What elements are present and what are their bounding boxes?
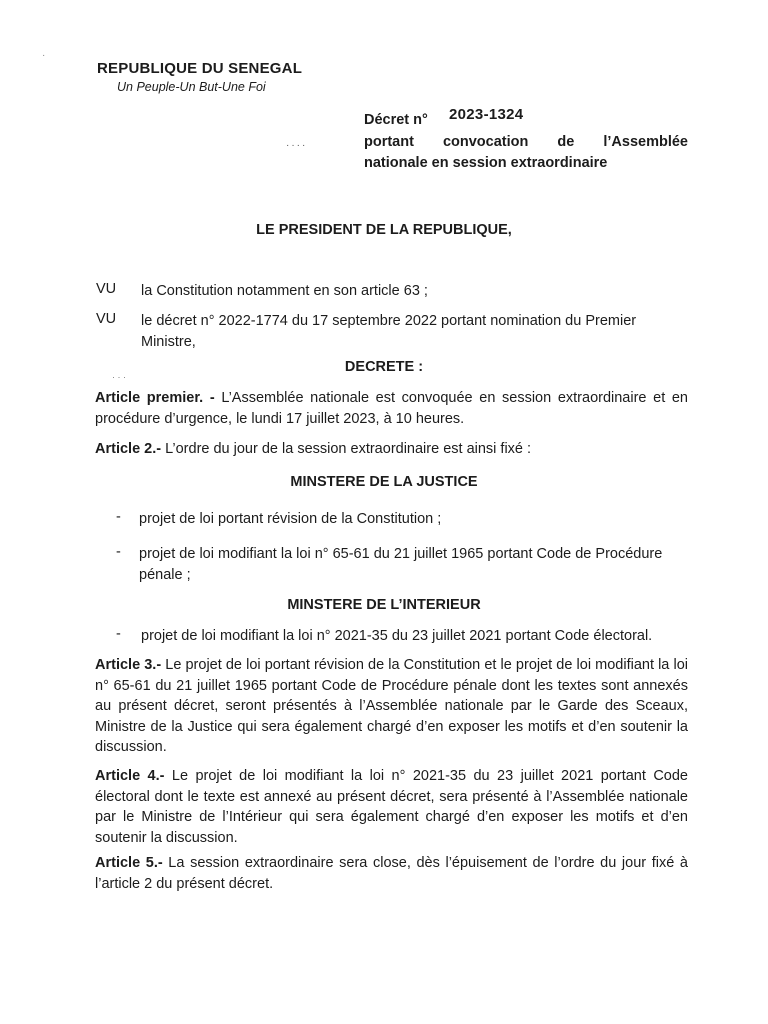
article-title: Article 3.- bbox=[95, 657, 162, 673]
interior-ministry-heading: MINSTERE DE L’INTERIEUR bbox=[287, 597, 481, 613]
national-motto: Un Peuple-Un But-Une Foi bbox=[117, 80, 266, 94]
vu-text: la Constitution notamment en son article 63 ; bbox=[141, 283, 428, 299]
article-3 bbox=[95, 655, 688, 758]
country-name: REPUBLIQUE DU SENEGAL bbox=[97, 60, 303, 77]
article-5 bbox=[95, 853, 688, 894]
agenda-item: projet de loi portant révision de la Constitution ; bbox=[139, 511, 442, 527]
scan-speck: · bbox=[42, 50, 46, 61]
vu-text: le décret n° 2022-1774 du 17 septembre 2022 portant nomination du Premier Ministre, bbox=[141, 313, 637, 350]
decree-title bbox=[364, 132, 688, 174]
agenda-item: projet de loi modifiant la loi n° 65-61 du 21 juillet 1965 portant Code de Procédure pénale ; bbox=[139, 546, 663, 583]
article-2 bbox=[95, 439, 688, 460]
list-dash: - bbox=[116, 626, 121, 642]
vu-label: VU bbox=[96, 311, 117, 327]
title-word: l’Assemblée bbox=[603, 134, 688, 150]
decree-title-line-2: nationale en session extraordinaire bbox=[364, 155, 608, 171]
decree-label: Décret n° bbox=[364, 112, 428, 128]
scan-speck: · · · bbox=[112, 372, 126, 382]
list-dash: - bbox=[116, 544, 121, 560]
article-text: La session extraordinaire sera close, dès l’épuisement de l’ordre du jour fixé à l’article 2 du présent décret. bbox=[95, 855, 688, 892]
scan-speck: ···· bbox=[286, 140, 308, 151]
decree-number: 2023-1324 bbox=[449, 106, 524, 123]
article-title: Article 4.- bbox=[95, 768, 165, 784]
article-text: L’ordre du jour de la session extraordinaire est ainsi fixé : bbox=[161, 441, 532, 457]
article-4 bbox=[95, 766, 688, 848]
agenda-item: projet de loi modifiant la loi n° 2021-35 du 23 juillet 2021 portant Code électoral. bbox=[141, 628, 653, 644]
list-dash: - bbox=[116, 509, 121, 525]
title-word: convocation bbox=[442, 134, 529, 150]
article-1 bbox=[95, 388, 688, 429]
article-title: Article premier. - bbox=[95, 390, 215, 406]
title-word: de bbox=[557, 134, 575, 150]
decree-title-line-1 bbox=[364, 132, 688, 153]
article-title: Article 2.- bbox=[95, 441, 162, 457]
article-text: Le projet de loi modifiant la loi n° 2021-35 du 23 juillet 2021 portant Code électoral dont le texte est annexé au présent décret, sera présenté à l’Assemblée nationale par le Ministre de l’Intérieur qui sera également chargé d’en exposer les motifs et d’en soutenir la discussion. bbox=[95, 768, 688, 846]
title-word: portant bbox=[364, 134, 414, 150]
vu-label: VU bbox=[96, 281, 117, 297]
article-text: L’Assemblée nationale est convoquée en session extraordinaire et en procédure d’urgence, le lundi 17 juillet 2023, à 10 heures. bbox=[95, 390, 688, 427]
justice-ministry-heading: MINSTERE DE LA JUSTICE bbox=[290, 474, 478, 490]
president-heading: LE PRESIDENT DE LA REPUBLIQUE, bbox=[256, 222, 512, 238]
article-title: Article 5.- bbox=[95, 855, 163, 871]
article-text: Le projet de loi portant révision de la Constitution et le projet de loi modifiant la loi n° 65-61 du 21 juillet 1965 portant Code de Procédure pénale dont les textes sont annexés au présent décret, seront présentés à l’Assemblée nationale par le Garde des Sceaux, Ministre de la Justice qui sera également chargé d’en exposer les motifs et d’en soutenir la discussion. bbox=[95, 657, 688, 755]
decrete-heading: DECRETE : bbox=[344, 359, 424, 375]
